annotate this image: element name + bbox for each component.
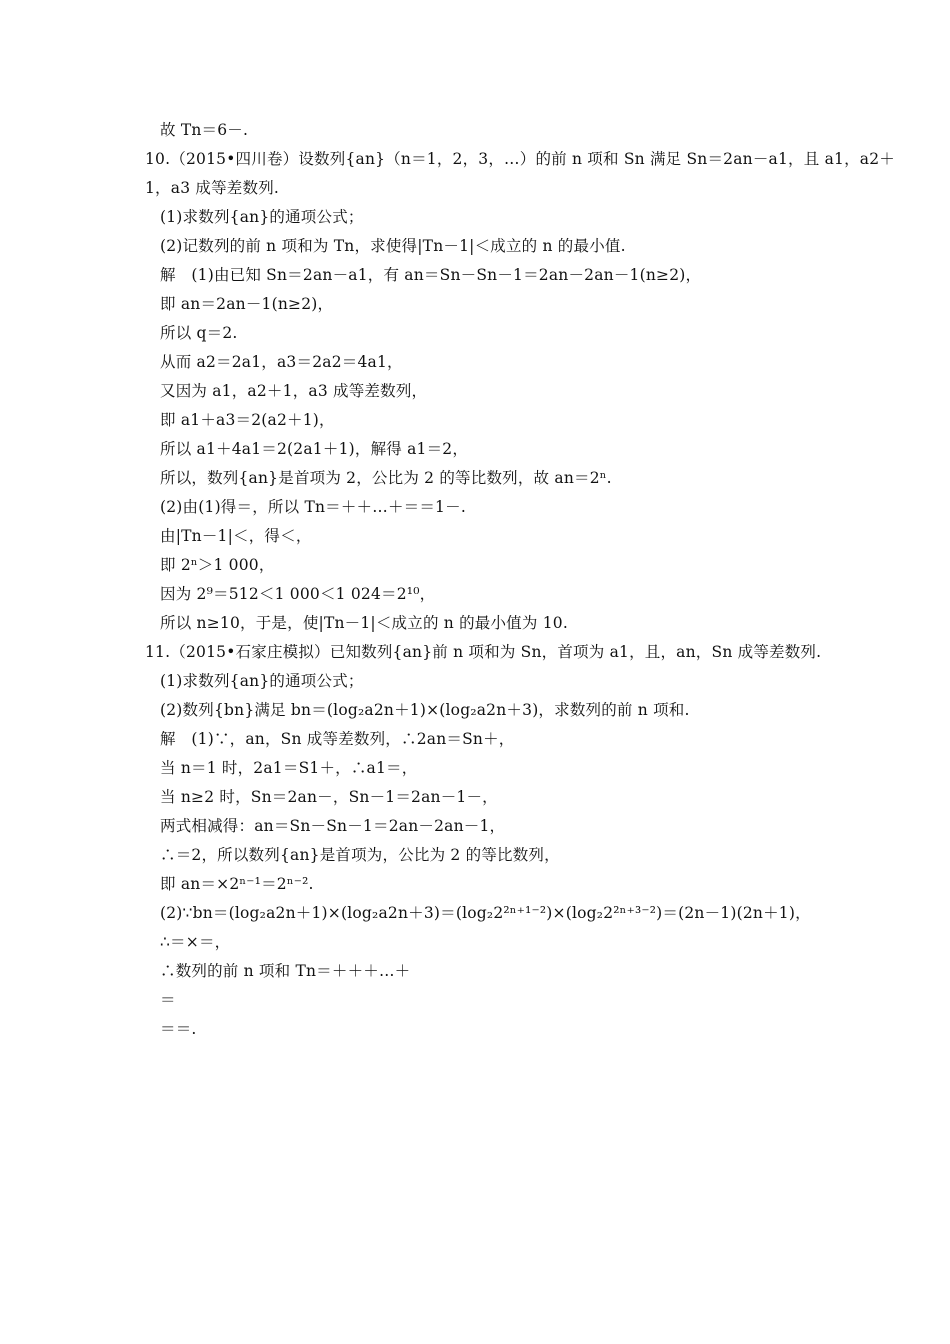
text-line: 即 2ⁿ＞1 000，: [160, 556, 275, 574]
problem-10-heading: 10.（2015•四川卷）设数列{an}（n＝1，2，3，…）的前 n 项和 Sn 满足 Sn＝2an－a1，且 a1，a2＋: [145, 150, 895, 168]
text-line: ∴＝2，所以数列{an}是首项为，公比为 2 的等比数列，: [160, 846, 560, 864]
text-line: (2)∵bn＝(log₂a2n＋1)×(log₂a2n＋3)＝(log₂2²ⁿ⁺¹⁻²)×(log₂2²ⁿ⁺³⁻²)＝(2n－1)(2n＋1)，: [160, 904, 811, 922]
text-line: 所以 a1＋4a1＝2(2a1＋1)，解得 a1＝2，: [160, 440, 469, 458]
text-line: 当 n＝1 时，2a1＝S1＋，∴a1＝，: [160, 759, 418, 777]
text-line: ∴数列的前 n 项和 Tn＝＋＋＋…＋: [160, 962, 411, 980]
text-line: ＝＝.: [160, 1020, 197, 1038]
text-line: 因为 2⁹＝512＜1 000＜1 024＝2¹⁰，: [160, 585, 436, 603]
text-line: 所以，数列{an}是首项为 2，公比为 2 的等比数列，故 an＝2ⁿ.: [160, 469, 612, 487]
solution-label: 解 (1)∵，an，Sn 成等差数列，∴2an＝Sn＋，: [160, 730, 515, 748]
text-line: 所以 n≥10，于是，使|Tn－1|＜成立的 n 的最小值为 10.: [160, 614, 568, 632]
solution-label: 解 (1)由已知 Sn＝2an－a1，有 an＝Sn－Sn－1＝2an－2an－1(n≥2)，: [160, 266, 702, 284]
text-line: 当 n≥2 时，Sn＝2an－，Sn－1＝2an－1－，: [160, 788, 498, 806]
text-line: (2)数列{bn}满足 bn＝(log₂a2n＋1)×(log₂a2n＋3)，求数列的前 n 项和.: [160, 701, 690, 719]
problem-11-heading: 11.（2015•石家庄模拟）已知数列{an}前 n 项和为 Sn，首项为 a1，且，an，Sn 成等差数列.: [145, 643, 822, 661]
text-line: (2)记数列的前 n 项和为 Tn，求使得|Tn－1|＜成立的 n 的最小值.: [160, 237, 626, 255]
text-line: ＝: [160, 991, 176, 1009]
text-line: ∴＝×＝，: [160, 933, 231, 951]
text-line: (1)求数列{an}的通项公式；: [160, 208, 364, 226]
text-line: 故 Tn＝6－.: [160, 121, 249, 139]
text-line: 从而 a2＝2a1，a3＝2a2＝4a1，: [160, 353, 403, 371]
text-line: 1，a3 成等差数列.: [145, 179, 280, 197]
text-line: 即 an＝2an－1(n≥2)，: [160, 295, 334, 313]
text-line: 由|Tn－1|＜，得＜，: [160, 527, 312, 545]
text-line: 又因为 a1，a2＋1，a3 成等差数列，: [160, 382, 428, 400]
text-line: 即 a1＋a3＝2(a2＋1)，: [160, 411, 335, 429]
text-line: (1)求数列{an}的通项公式；: [160, 672, 364, 690]
text-line: 即 an＝×2ⁿ⁻¹＝2ⁿ⁻².: [160, 875, 314, 893]
text-line: 所以 q＝2.: [160, 324, 238, 342]
text-line: 两式相减得：an＝Sn－Sn－1＝2an－2an－1，: [160, 817, 506, 835]
text-line: (2)由(1)得＝，所以 Tn＝＋＋…＋＝＝1－.: [160, 498, 466, 516]
